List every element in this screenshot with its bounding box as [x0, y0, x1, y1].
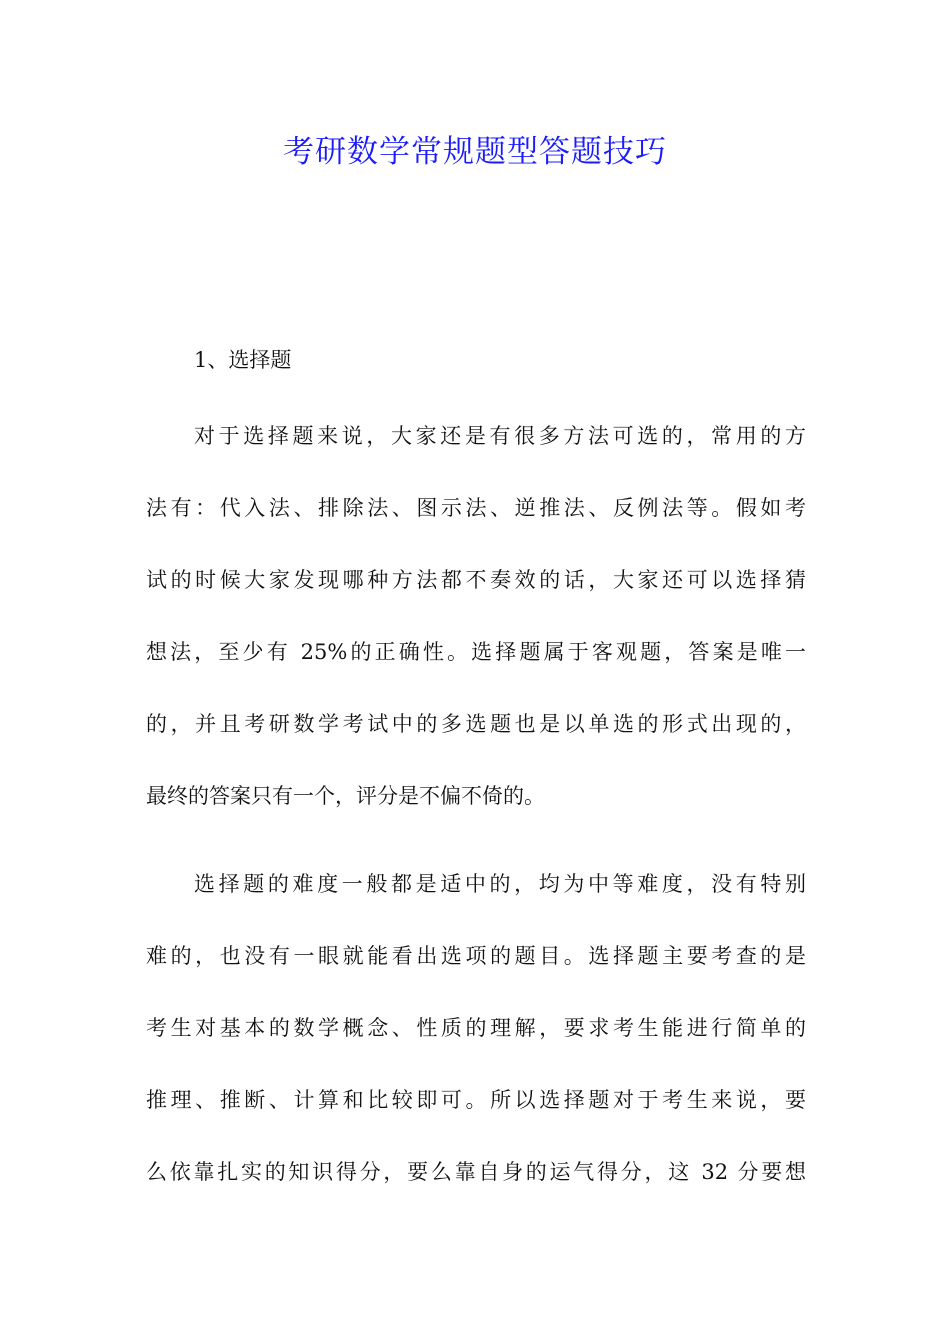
paragraph-1-line: 法有：代入法、排除法、图示法、逆推法、反例法等。假如考 — [146, 496, 806, 520]
paragraph-1-line: 的，并且考研数学考试中的多选题也是以单选的形式出现的， — [146, 712, 806, 736]
document-title: 考研数学常规题型答题技巧 — [283, 134, 667, 170]
paragraph-1-line: 最终的答案只有一个，评分是不偏不倚的。 — [146, 784, 545, 808]
paragraph-2-line: 推理、推断、计算和比较即可。所以选择题对于考生来说，要 — [146, 1088, 806, 1112]
paragraph-2-line: 考生对基本的数学概念、性质的理解，要求考生能进行简单的 — [146, 1016, 806, 1040]
paragraph-2-line: 难的，也没有一眼就能看出选项的题目。选择题主要考查的是 — [146, 944, 806, 968]
paragraph-2-line: 选择题的难度一般都是适中的，均为中等难度，没有特别 — [194, 872, 806, 896]
paragraph-2-line: 么依靠扎实的知识得分，要么靠自身的运气得分，这 32 分要想 — [146, 1160, 806, 1184]
paragraph-1-line: 对于选择题来说，大家还是有很多方法可选的，常用的方 — [194, 424, 806, 448]
section-heading: 1、选择题 — [194, 348, 292, 372]
paragraph-1-line: 想法，至少有 25%的正确性。选择题属于客观题，答案是唯一 — [146, 640, 806, 664]
paragraph-1-line: 试的时候大家发现哪种方法都不奏效的话，大家还可以选择猜 — [146, 568, 806, 592]
